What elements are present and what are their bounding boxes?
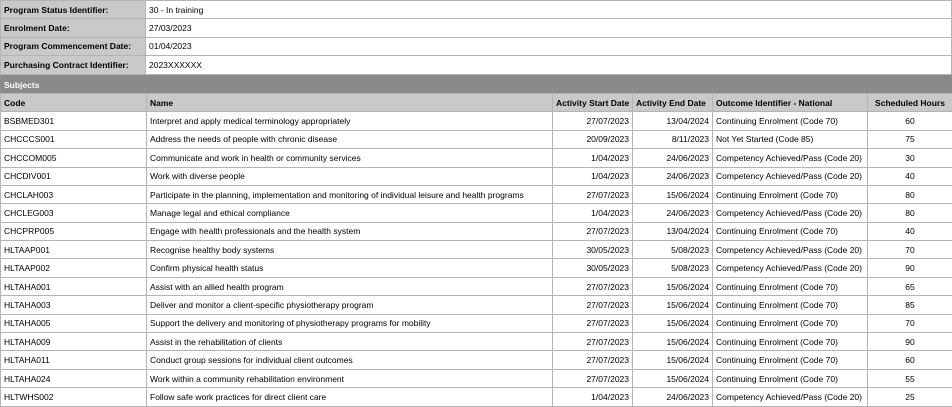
cell-hours: 85 [868, 296, 952, 314]
info-value: 01/04/2023 [146, 37, 952, 55]
cell-outcome: Competency Achieved/Pass (Code 20) [713, 149, 868, 167]
cell-end-date: 13/04/2024 [633, 112, 713, 130]
cell-start-date: 27/07/2023 [553, 185, 633, 203]
cell-end-date: 13/04/2024 [633, 222, 713, 240]
table-row [1, 351, 952, 369]
table-row [1, 277, 952, 295]
info-label: Enrolment Date: [1, 19, 146, 37]
table-row [1, 388, 952, 406]
cell-name: Assist with an allied health program [147, 277, 553, 295]
cell-code: HLTAHA001 [1, 277, 147, 295]
table-row [1, 149, 952, 167]
cell-start-date: 20/09/2023 [553, 130, 633, 148]
cell-outcome: Competency Achieved/Pass (Code 20) [713, 388, 868, 406]
cell-code: HLTAHA009 [1, 333, 147, 351]
cell-hours: 70 [868, 241, 952, 259]
cell-outcome: Continuing Enrolment (Code 70) [713, 351, 868, 369]
cell-start-date: 30/05/2023 [553, 259, 633, 277]
cell-hours: 40 [868, 222, 952, 240]
cell-start-date: 27/07/2023 [553, 222, 633, 240]
cell-outcome: Competency Achieved/Pass (Code 20) [713, 241, 868, 259]
cell-start-date: 30/05/2023 [553, 241, 633, 259]
table-row [1, 130, 952, 148]
cell-hours: 90 [868, 259, 952, 277]
info-row [1, 19, 952, 37]
cell-code: HLTAHA011 [1, 351, 147, 369]
subjects-header-row [1, 93, 952, 111]
cell-start-date: 27/07/2023 [553, 369, 633, 387]
cell-hours: 60 [868, 112, 952, 130]
cell-name: Work with diverse people [147, 167, 553, 185]
cell-code: CHCDIV001 [1, 167, 147, 185]
cell-end-date: 24/06/2023 [633, 204, 713, 222]
info-label: Program Commencement Date: [1, 37, 146, 55]
cell-end-date: 15/06/2024 [633, 369, 713, 387]
info-label: Purchasing Contract Identifier: [1, 56, 146, 74]
cell-code: CHCCOM005 [1, 149, 147, 167]
cell-end-date: 5/08/2023 [633, 259, 713, 277]
cell-start-date: 27/07/2023 [553, 277, 633, 295]
cell-name: Assist in the rehabilitation of clients [147, 333, 553, 351]
cell-name: Recognise healthy body systems [147, 241, 553, 259]
cell-end-date: 15/06/2024 [633, 333, 713, 351]
cell-start-date: 1/04/2023 [553, 167, 633, 185]
cell-outcome: Competency Achieved/Pass (Code 20) [713, 259, 868, 277]
cell-code: CHCLEG003 [1, 204, 147, 222]
cell-hours: 30 [868, 149, 952, 167]
cell-name: Deliver and monitor a client-specific physiotherapy program [147, 296, 553, 314]
cell-outcome: Not Yet Started (Code 85) [713, 130, 868, 148]
info-value: 2023XXXXXX [146, 56, 952, 74]
cell-code: CHCPRP005 [1, 222, 147, 240]
cell-outcome: Continuing Enrolment (Code 70) [713, 185, 868, 203]
cell-end-date: 8/11/2023 [633, 130, 713, 148]
cell-name: Address the needs of people with chronic disease [147, 130, 553, 148]
table-row [1, 185, 952, 203]
cell-hours: 70 [868, 314, 952, 332]
cell-start-date: 27/07/2023 [553, 314, 633, 332]
cell-start-date: 1/04/2023 [553, 388, 633, 406]
cell-hours: 25 [868, 388, 952, 406]
cell-end-date: 24/06/2023 [633, 167, 713, 185]
subjects-section-title: Subjects [0, 75, 952, 93]
cell-code: HLTAHA024 [1, 369, 147, 387]
program-info-table [0, 0, 952, 75]
cell-end-date: 24/06/2023 [633, 388, 713, 406]
table-row [1, 259, 952, 277]
cell-end-date: 5/08/2023 [633, 241, 713, 259]
col-header-name: Name [147, 93, 553, 111]
cell-hours: 75 [868, 130, 952, 148]
cell-hours: 80 [868, 204, 952, 222]
cell-hours: 90 [868, 333, 952, 351]
info-value: 30 - In training [146, 1, 952, 19]
cell-outcome: Continuing Enrolment (Code 70) [713, 369, 868, 387]
cell-end-date: 15/06/2024 [633, 296, 713, 314]
cell-name: Interpret and apply medical terminology appropriately [147, 112, 553, 130]
cell-outcome: Continuing Enrolment (Code 70) [713, 296, 868, 314]
cell-name: Communicate and work in health or community services [147, 149, 553, 167]
cell-code: HLTAAP001 [1, 241, 147, 259]
cell-hours: 60 [868, 351, 952, 369]
cell-start-date: 1/04/2023 [553, 149, 633, 167]
cell-start-date: 27/07/2023 [553, 333, 633, 351]
cell-start-date: 1/04/2023 [553, 204, 633, 222]
table-row [1, 204, 952, 222]
table-row [1, 222, 952, 240]
cell-outcome: Continuing Enrolment (Code 70) [713, 112, 868, 130]
cell-hours: 80 [868, 185, 952, 203]
cell-code: HLTAAP002 [1, 259, 147, 277]
cell-outcome: Continuing Enrolment (Code 70) [713, 222, 868, 240]
table-row [1, 296, 952, 314]
cell-outcome: Continuing Enrolment (Code 70) [713, 314, 868, 332]
cell-name: Confirm physical health status [147, 259, 553, 277]
cell-name: Conduct group sessions for individual client outcomes [147, 351, 553, 369]
cell-code: HLTWHS002 [1, 388, 147, 406]
cell-code: CHCLAH003 [1, 185, 147, 203]
cell-outcome: Continuing Enrolment (Code 70) [713, 277, 868, 295]
table-row [1, 112, 952, 130]
cell-outcome: Competency Achieved/Pass (Code 20) [713, 167, 868, 185]
col-header-outcome: Outcome Identifier - National [713, 93, 868, 111]
cell-name: Engage with health professionals and the health system [147, 222, 553, 240]
table-row [1, 369, 952, 387]
cell-name: Work within a community rehabilitation environment [147, 369, 553, 387]
table-row [1, 333, 952, 351]
info-row [1, 1, 952, 19]
info-row [1, 37, 952, 55]
table-row [1, 241, 952, 259]
cell-name: Support the delivery and monitoring of physiotherapy programs for mobility [147, 314, 553, 332]
table-row [1, 314, 952, 332]
cell-hours: 40 [868, 167, 952, 185]
cell-name: Manage legal and ethical compliance [147, 204, 553, 222]
info-label: Program Status Identifier: [1, 1, 146, 19]
cell-end-date: 15/06/2024 [633, 185, 713, 203]
cell-end-date: 15/06/2024 [633, 277, 713, 295]
col-header-code: Code [1, 93, 147, 111]
cell-code: HLTAHA003 [1, 296, 147, 314]
cell-end-date: 15/06/2024 [633, 351, 713, 369]
cell-code: BSBMED301 [1, 112, 147, 130]
subjects-table [0, 93, 952, 407]
cell-code: CHCCCS001 [1, 130, 147, 148]
cell-start-date: 27/07/2023 [553, 296, 633, 314]
info-value: 27/03/2023 [146, 19, 952, 37]
cell-end-date: 15/06/2024 [633, 314, 713, 332]
cell-name: Participate in the planning, implementation and monitoring of individual leisure and health programs [147, 185, 553, 203]
cell-outcome: Continuing Enrolment (Code 70) [713, 333, 868, 351]
cell-start-date: 27/07/2023 [553, 112, 633, 130]
table-row [1, 167, 952, 185]
cell-hours: 55 [868, 369, 952, 387]
cell-code: HLTAHA005 [1, 314, 147, 332]
info-row [1, 56, 952, 74]
cell-end-date: 24/06/2023 [633, 149, 713, 167]
cell-start-date: 27/07/2023 [553, 351, 633, 369]
cell-outcome: Competency Achieved/Pass (Code 20) [713, 204, 868, 222]
col-header-hours: Scheduled Hours [868, 93, 952, 111]
col-header-end-date: Activity End Date [633, 93, 713, 111]
cell-hours: 65 [868, 277, 952, 295]
col-header-start-date: Activity Start Date [553, 93, 633, 111]
cell-name: Follow safe work practices for direct client care [147, 388, 553, 406]
